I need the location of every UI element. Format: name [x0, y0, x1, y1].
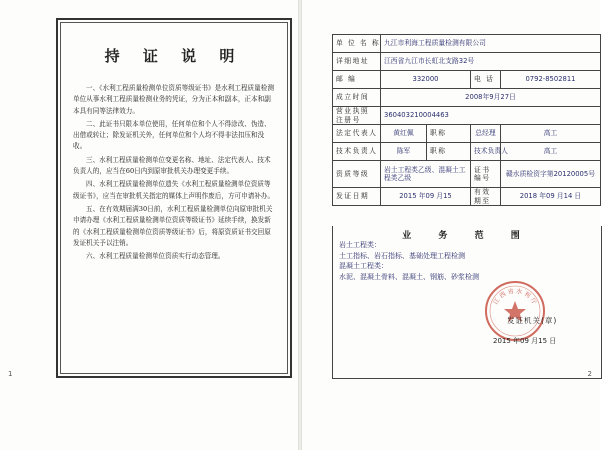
label-legal-rep: 法定代表人: [333, 125, 381, 143]
notice-frame-inner: [60, 22, 288, 374]
label-address: 详细地址: [333, 53, 381, 71]
label-phone: 电 话: [471, 71, 501, 89]
value-position-1: 总经理: [471, 125, 501, 143]
issuing-authority: 发证机关(章): [507, 316, 558, 325]
seal-text: 江 西 省 水 利 厅: [492, 287, 538, 306]
row-dates: [333, 188, 601, 206]
row-postcode: [333, 71, 601, 89]
label-title-2: 职称: [427, 143, 471, 161]
row-unit-name: [333, 35, 601, 53]
scope-line: 水泥、混凝土骨料、混凝土、钢筋、砂浆检测: [339, 272, 479, 281]
label-tech-lead: 技术负责人: [333, 143, 381, 161]
scope-line: 土工指标、岩石指标、基础处理工程检测: [339, 251, 465, 260]
page-number-right: 2: [587, 370, 592, 378]
label-issue-date: 发证日期: [333, 188, 381, 206]
notice-frame: [56, 18, 292, 378]
value-legal-rep-title: 高工: [501, 125, 601, 143]
value-registration: 360403210004463: [381, 107, 601, 125]
row-qualification: [333, 161, 601, 188]
value-qualification: 岩土工程类乙级、混凝土工程类乙级: [381, 161, 471, 188]
value-cert-no: 赣水质检资字第20120005号: [501, 161, 601, 188]
left-page: [0, 0, 298, 450]
business-scope-box: [332, 226, 602, 379]
scope-line: 岩土工程类：: [339, 241, 381, 249]
official-seal-icon: [483, 279, 547, 343]
value-tech-lead-title: 高工: [501, 143, 601, 161]
scope-lines: [339, 240, 595, 282]
certificate-info-table: [332, 34, 601, 206]
page-number-left: 1: [8, 370, 13, 378]
notice-paragraph: 四、水利工程质量检测单位遗失《水利工程质量检测单位资质等级证书》，应当在审批机关指定的媒体上声明作废后，方可申请补办。: [73, 180, 275, 200]
value-established: 2008年9月27日: [381, 89, 601, 107]
value-issue-date: 2015 年09 月15: [381, 188, 471, 206]
scope-line: 混凝土工程类：: [339, 262, 388, 270]
right-page: [302, 0, 600, 450]
label-cert-no: 证书编号: [471, 161, 501, 188]
label-established: 成立时间: [333, 89, 381, 107]
label-unit-name: 单 位 名 称: [333, 35, 381, 53]
row-tech-lead: [333, 143, 601, 161]
notice-paragraph: 五、在有效期届满30日前，水利工程质量检测单位向原审批机关申请办理《水利工程质量检测单位资质等级证书》延续手续，换发新的《水利工程质量检测单位资质等级证书》后，将原资质证书交回原发证机关予以注销。: [73, 204, 273, 247]
row-established: [333, 89, 601, 107]
value-valid-until: 2018 年09 月14 日: [501, 188, 601, 206]
scope-title: 业 务 范 围: [402, 231, 532, 241]
value-tech-lead: 陈军: [381, 143, 427, 161]
label-title-1: 职称: [427, 125, 471, 143]
label-qualification: 资质等级: [333, 161, 381, 188]
notice-paragraph: 二、此证书只限本单位使用，任何单位和个人不得涂改、伪造、出借或转让；除发证机关外，任何单位和个人均不得非法扣压和没收。: [73, 119, 271, 151]
value-phone: 0792-8502811: [501, 71, 601, 89]
value-postcode: 332000: [381, 71, 471, 89]
value-legal-rep: 黄红佩: [381, 125, 427, 143]
row-address: [333, 53, 601, 71]
value-unit-name: 九江市利海工程质量检测有限公司: [381, 35, 601, 53]
value-position-2: 技术负责人: [471, 143, 501, 161]
notice-paragraph: 三、水利工程质量检测单位变更名称、地址、法定代表人、技术负责人的，应当在60日内到原审批机关办理变更手续。: [73, 155, 271, 176]
notice-paragraph: 一、《水利工程质量检测单位资质等级证书》是水利工程质量检测单位从事水利工程质量检测业务的凭证，分为正本和副本，正本和副本具有同等法律效力。: [73, 84, 274, 115]
notice-title: 持 证 说 明: [104, 47, 244, 65]
label-postcode: 邮 编: [333, 71, 381, 89]
label-registration: 营业执照注册号: [333, 107, 381, 125]
row-legal-rep: [333, 125, 601, 143]
row-registration: [333, 107, 601, 125]
notice-paragraph: 六、水利工程质量检测单位资质实行动态管理。: [86, 252, 225, 261]
label-valid-until: 有效期至: [471, 188, 501, 206]
value-address: 江西省九江市长虹北支路32号: [381, 53, 601, 71]
notice-body: [73, 83, 277, 264]
scope-issue-date: 2015 年09 月15 日: [493, 337, 557, 345]
